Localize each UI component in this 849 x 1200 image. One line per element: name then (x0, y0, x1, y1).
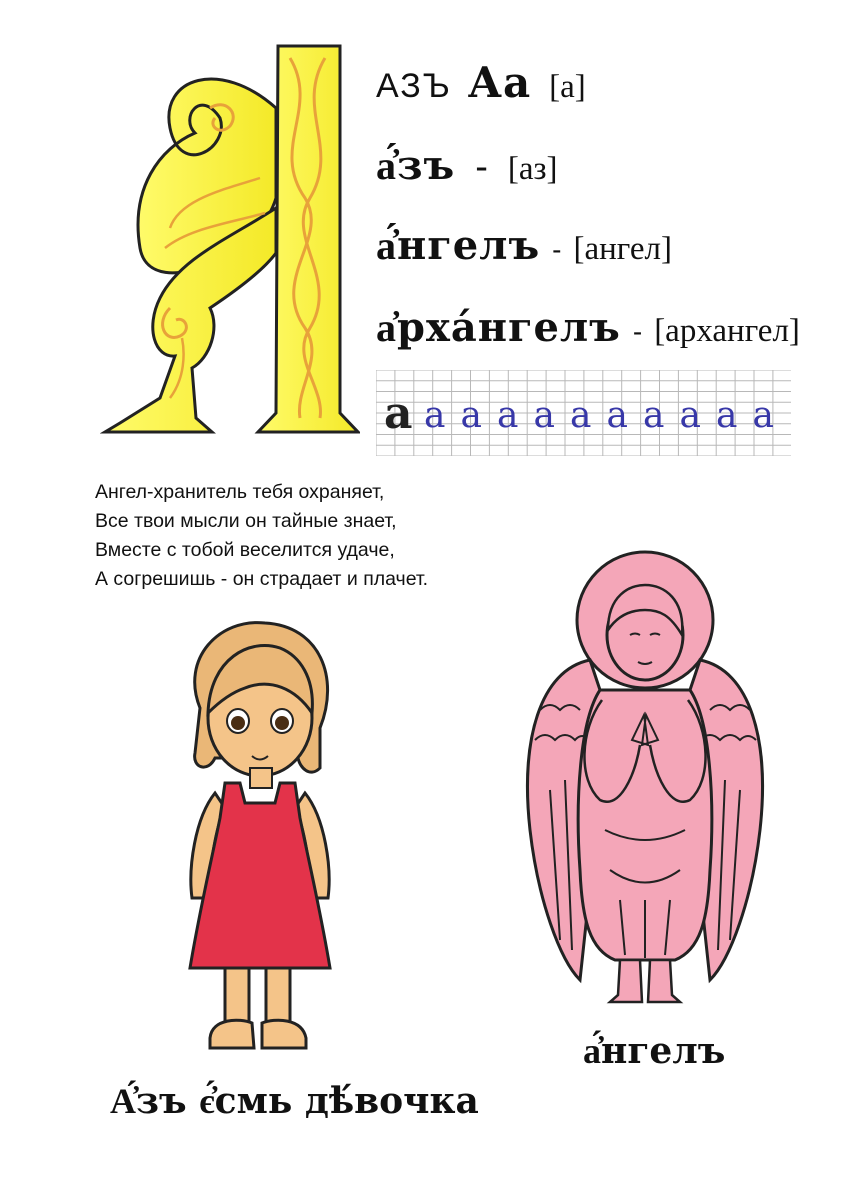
poem-line: А согрешишь - он страдает и плачет. (95, 568, 429, 590)
practice-letter: а (533, 395, 555, 436)
letter-name: АЗЪ (376, 67, 452, 105)
practice-letter: а (570, 395, 592, 436)
dash: - (632, 316, 643, 347)
practice-letter: а (752, 395, 774, 436)
word-row-angel (376, 222, 672, 269)
letter-heading-row (376, 58, 586, 107)
poem-line: Все твои мысли он тайные знает, (95, 510, 397, 532)
angel-illustration (520, 540, 770, 1010)
caption-girl: А҆́зъ є҆́смь дѣ́вочка (110, 1080, 479, 1122)
word-row-az (376, 142, 558, 189)
sample-letter: а (384, 388, 413, 439)
dash: - (552, 234, 562, 265)
illuminated-letter-a (100, 38, 360, 438)
practice-letter: а (716, 395, 738, 436)
caption-angel: а҆́нгелъ (583, 1030, 726, 1072)
poem-line: Ангел-хранитель тебя охраняет, (95, 481, 385, 503)
practice-letter: а (497, 395, 519, 436)
word-slavonic: а҆́нгелъ (376, 222, 541, 269)
practice-letter: а (460, 395, 482, 436)
poem (95, 478, 428, 594)
word-translit: [ангел] (573, 231, 672, 267)
word-slavonic: а҆рха́нгелъ (376, 304, 621, 351)
dash: - (475, 146, 488, 188)
word-slavonic: а҆́зъ (376, 142, 456, 189)
word-row-archangel (376, 304, 800, 351)
practice-letter: а (606, 395, 628, 436)
word-translit: [аз] (507, 151, 558, 187)
word-translit: [архангел] (654, 313, 800, 349)
copybook-practice-grid (376, 370, 791, 456)
poem-line: Вместе с тобой веселится удаче, (95, 539, 395, 561)
letter-sound: [а] (549, 69, 586, 105)
girl-illustration (170, 618, 345, 1056)
practice-letter: а (679, 395, 701, 436)
letter-glyph: Аа (467, 58, 532, 107)
practice-letter: а (424, 395, 446, 436)
practice-letter: а (643, 395, 665, 436)
